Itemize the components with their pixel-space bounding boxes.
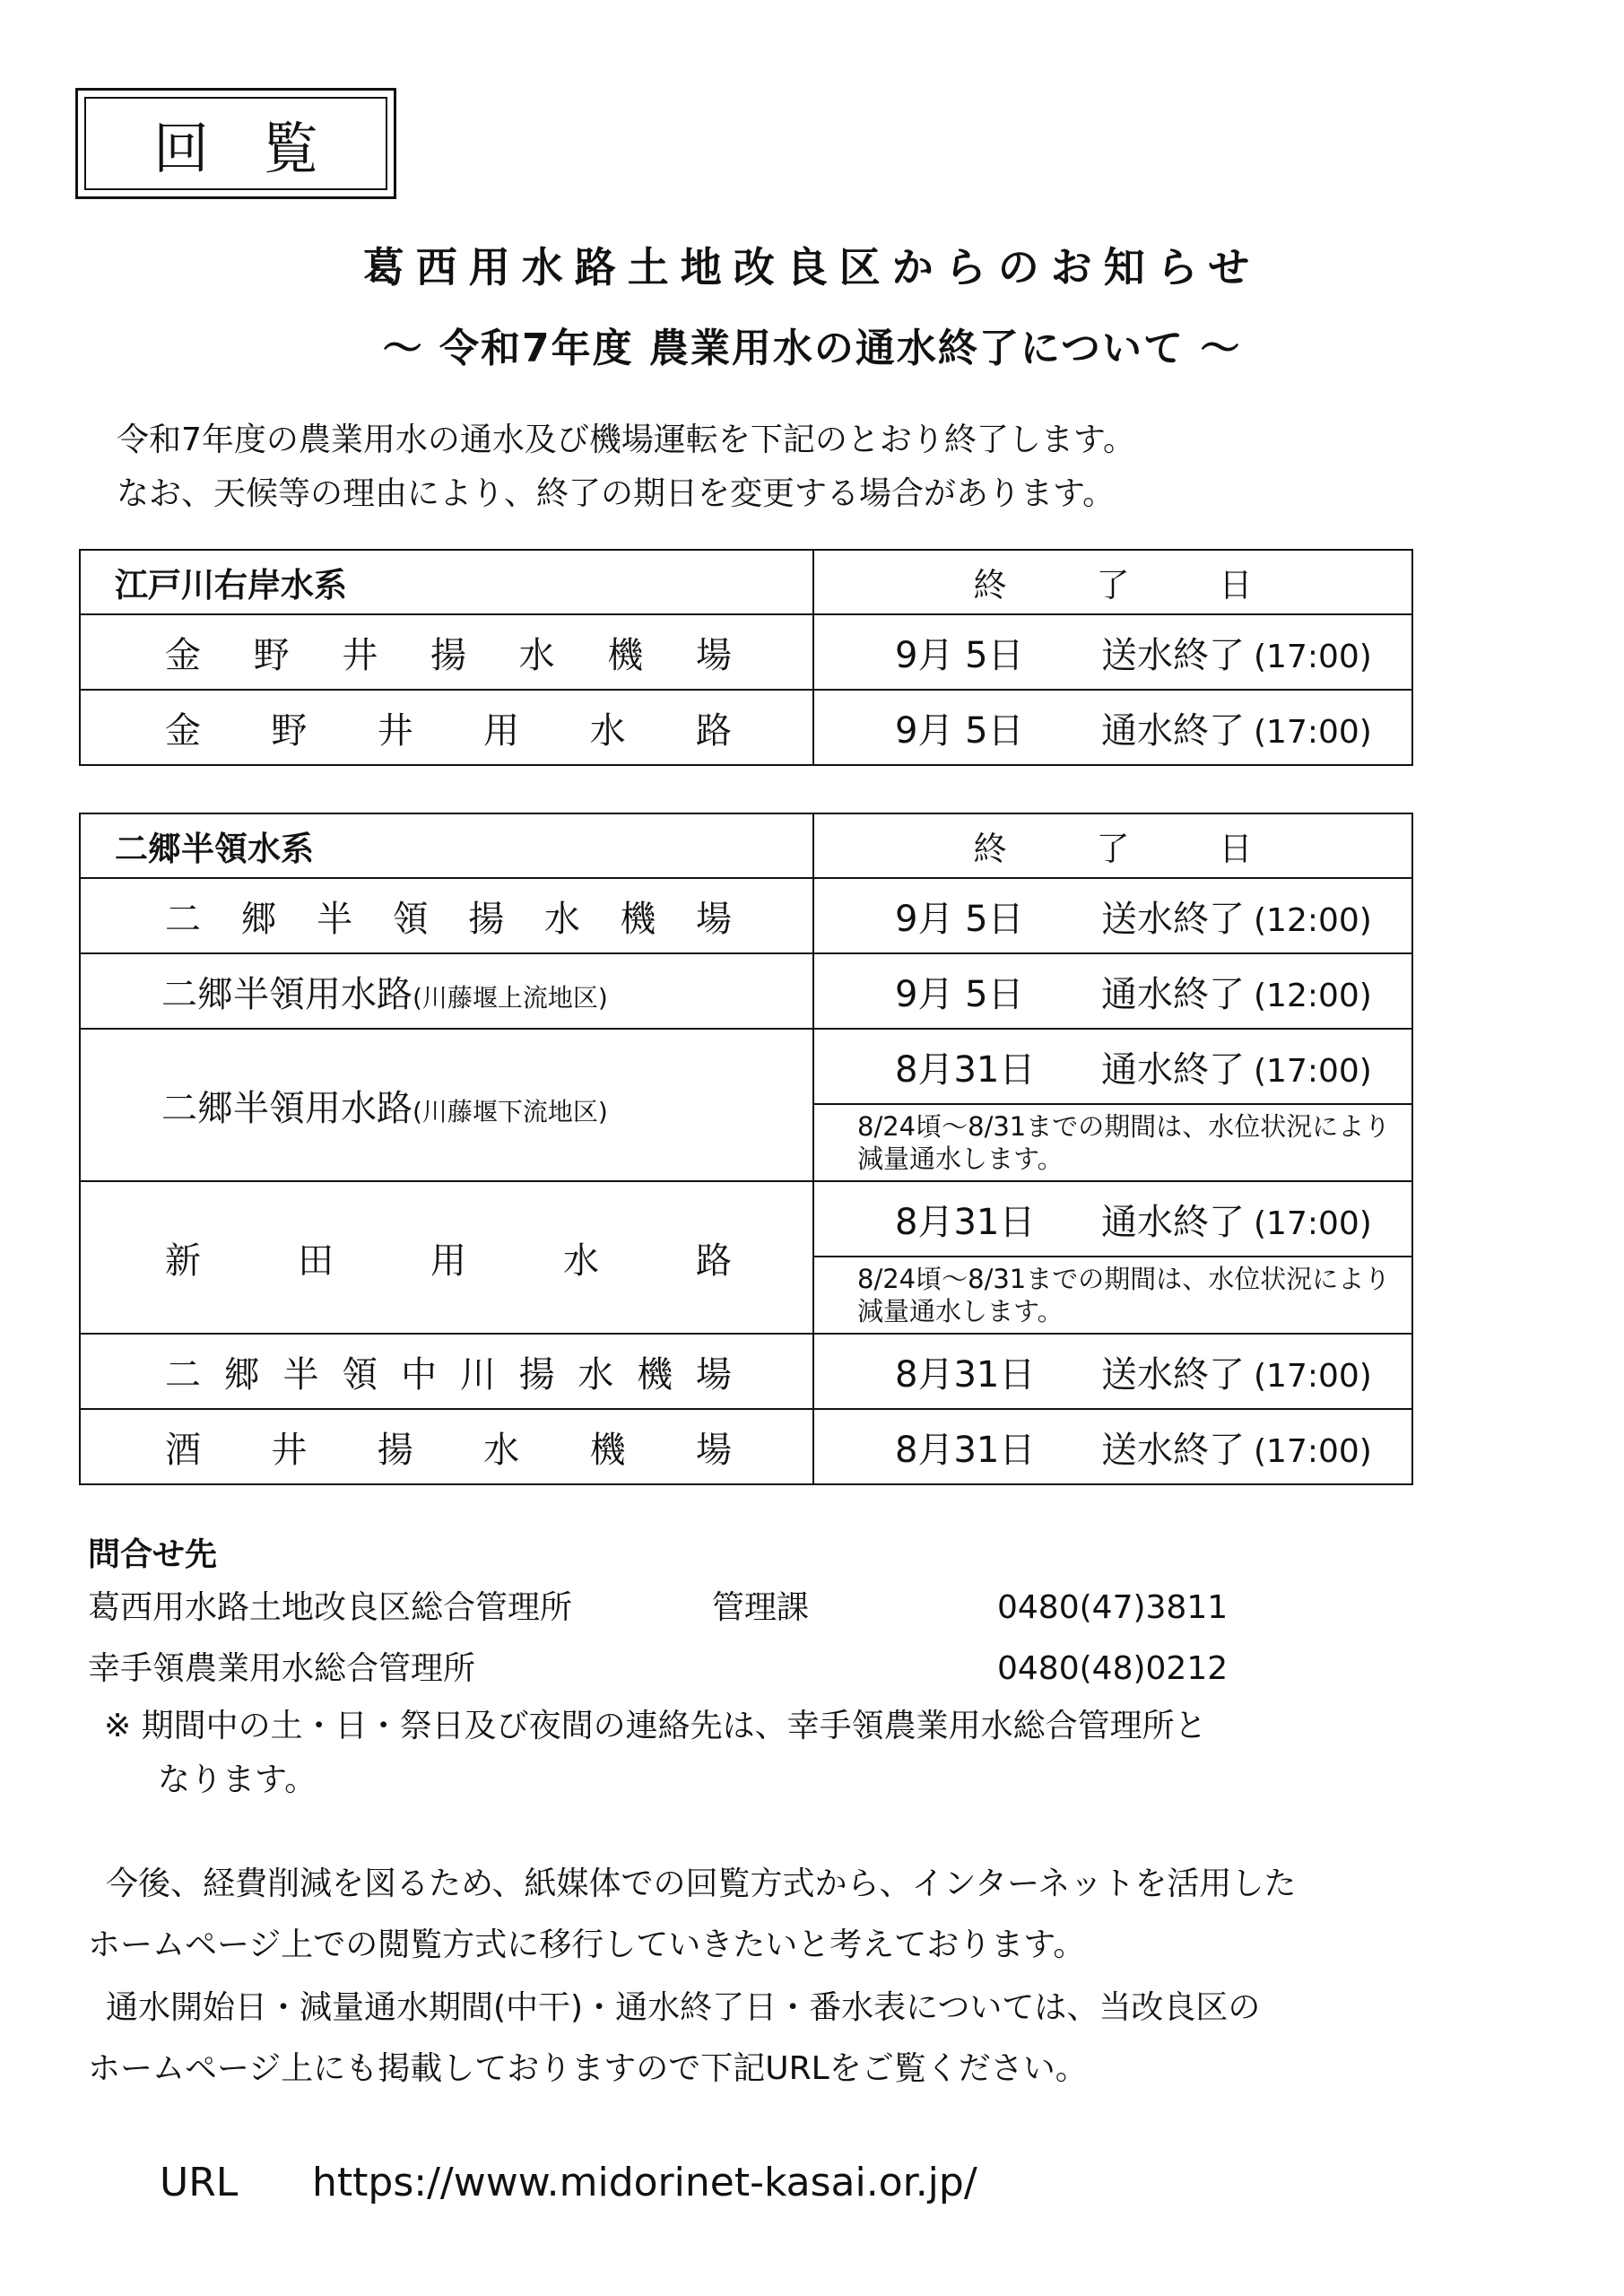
table-row (80, 878, 1412, 953)
facility-name-text (165, 1346, 732, 1397)
facility-name-char: 二 (165, 898, 201, 940)
nigohanryo-schedule-table (79, 813, 1413, 1485)
facility-name-char: 水 (518, 634, 555, 676)
facility-name-char: 金 (165, 634, 201, 676)
table-row (80, 1334, 1412, 1409)
intro-line-2: なお、天候等の理由により、終了の期日を変更する場合があります。 (117, 475, 1116, 512)
facility-name-char: 水 (578, 1353, 614, 1396)
phone-number: 0480(47)3811 (997, 1589, 1229, 1626)
facility-name (80, 614, 813, 690)
facility-name-char: 川 (459, 1353, 496, 1396)
notice-line-4: ホームページ上にも掲載しておりますので下記URLをご覧ください。 (88, 2050, 1088, 2087)
facility-name: 二郷半領用水路(川藤堰上流地区) (80, 953, 813, 1029)
facility-name-char: 水 (589, 709, 626, 752)
edogawa-schedule-table (79, 549, 1413, 766)
facility-name-char: 路 (696, 1239, 732, 1282)
url-label: URL (160, 2160, 239, 2205)
facility-name-char: 揚 (430, 634, 466, 676)
notice-line-1: 今後、経費削減を図るため、紙媒体での回覧方式から、インターネットを活用した (106, 1866, 1297, 1902)
facility-name-char: 揚 (377, 1429, 413, 1471)
facility-name-char: 井 (342, 634, 378, 676)
contact-row (88, 1643, 1228, 1689)
end-date: 9月 5日 送水終了 (17:00) (813, 614, 1412, 690)
facility-name-char: 水 (483, 1429, 520, 1471)
facility-name-text (165, 1232, 732, 1283)
end-date: 9月 5日 送水終了 (12:00) (813, 878, 1412, 953)
end-date: 8月31日 送水終了 (17:00) (813, 1334, 1412, 1409)
intro-line-1: 令和7年度の農業用水の通水及び機場運転を下記のとおり終了します。 (117, 422, 1136, 458)
facility-name (80, 1334, 813, 1409)
facility-name-char: 機 (620, 898, 656, 940)
facility-name-char: 水 (543, 898, 580, 940)
facility-name-char: 用 (430, 1239, 466, 1282)
system-name: 江戸川右岸水系 (80, 550, 813, 614)
facility-name-text (165, 1422, 732, 1473)
end-date: 8月31日 通水終了 (17:00) (813, 1029, 1412, 1104)
phone-number: 0480(48)0212 (997, 1650, 1229, 1687)
district-label: (川藤堰下流地区) (413, 1096, 608, 1126)
table-row (80, 953, 1412, 1029)
facility-name-char: 郷 (223, 1353, 260, 1396)
facility-name-char: 酒 (165, 1429, 201, 1471)
contact-heading: 問合せ先 (88, 1536, 218, 1573)
facility-name-char: 路 (695, 709, 732, 752)
facility-name-char: 半 (317, 898, 353, 940)
facility-name-char: 半 (282, 1353, 319, 1396)
department: 管理課 (712, 1589, 810, 1626)
facility-name-char: 場 (695, 634, 732, 676)
facility-name: 二郷半領用水路(川藤堰下流地区) (80, 1029, 813, 1181)
facility-name-char: 場 (695, 898, 732, 940)
facility-name-char: 井 (271, 1429, 308, 1471)
end-date-header: 終了日 (813, 550, 1412, 614)
facility-name-char: 用 (483, 709, 520, 752)
circulation-badge (75, 88, 396, 199)
facility-name-char: 新 (165, 1239, 201, 1282)
facility-name (80, 1181, 813, 1334)
facility-name-char: 野 (271, 709, 308, 752)
facility-name (80, 690, 813, 765)
office-name: 幸手領農業用水総合管理所 (88, 1650, 476, 1687)
facility-name-char: 領 (342, 1353, 378, 1396)
facility-name-char: 揚 (518, 1353, 555, 1396)
table-row (80, 614, 1412, 690)
reduced-flow-note: 8/24頃～8/31までの期間は、水位状況により減量通水します。 (813, 1104, 1412, 1181)
facility-name-char: 機 (589, 1429, 626, 1471)
facility-name-text (165, 702, 732, 753)
facility-name-char: 田 (298, 1239, 334, 1282)
facility-name-char: 機 (637, 1353, 673, 1396)
contact-row (88, 1582, 1228, 1628)
end-date: 9月 5日 通水終了 (17:00) (813, 690, 1412, 765)
facility-name-char: 井 (377, 709, 413, 752)
contact-note-line-2: なります。 (158, 1761, 317, 1798)
homepage-link[interactable]: https://www.midorinet-kasai.or.jp/ (312, 2160, 977, 2205)
end-date-header: 終了日 (813, 813, 1412, 878)
notice-line-3: 通水開始日・減量通水期間(中干)・通水終了日・番水表については、当改良区の (106, 1989, 1261, 2026)
end-date: 9月 5日 通水終了 (12:00) (813, 953, 1412, 1029)
system-name: 二郷半領水系 (80, 813, 813, 878)
facility-name (80, 878, 813, 953)
table-row (80, 1409, 1412, 1484)
table-row (80, 1029, 1412, 1104)
page-title: 葛西用水路土地改良区からのお知らせ (362, 243, 1262, 291)
facility-name-char: 野 (253, 634, 290, 676)
page-subtitle: ～ 令和7年度 農業用水の通水終了について ～ (382, 326, 1242, 371)
end-date: 8月31日 送水終了 (17:00) (813, 1409, 1412, 1484)
facility-name-text (165, 627, 732, 678)
facility-name-char: 二 (165, 1353, 201, 1396)
facility-name-char: 機 (607, 634, 644, 676)
notice-line-2: ホームページ上での閲覧方式に移行していきたいと考えております。 (88, 1926, 1086, 1963)
url-line (160, 2160, 977, 2205)
circulation-badge-text: 回覧 (84, 97, 387, 190)
facility-name-char: 金 (165, 709, 201, 752)
district-label: (川藤堰上流地区) (413, 982, 608, 1013)
facility-name-char: 場 (695, 1353, 732, 1396)
facility-name-char: 郷 (240, 898, 277, 940)
table-row (80, 690, 1412, 765)
facility-name (80, 1409, 813, 1484)
facility-name-char: 揚 (468, 898, 505, 940)
contact-note-line-1: ※ 期間中の土・日・祭日及び夜間の連絡先は、幸手領農業用水総合管理所と (104, 1708, 1207, 1744)
facility-name-char: 場 (695, 1429, 732, 1471)
reduced-flow-note: 8/24頃～8/31までの期間は、水位状況により減量通水します。 (813, 1257, 1412, 1334)
office-name: 葛西用水路土地改良区総合管理所 (88, 1589, 573, 1626)
facility-name-char: 水 (563, 1239, 599, 1282)
facility-name-char: 中 (401, 1353, 438, 1396)
table-row (80, 1181, 1412, 1257)
end-date: 8月31日 通水終了 (17:00) (813, 1181, 1412, 1257)
facility-name-text (165, 891, 732, 942)
facility-name-char: 領 (392, 898, 429, 940)
